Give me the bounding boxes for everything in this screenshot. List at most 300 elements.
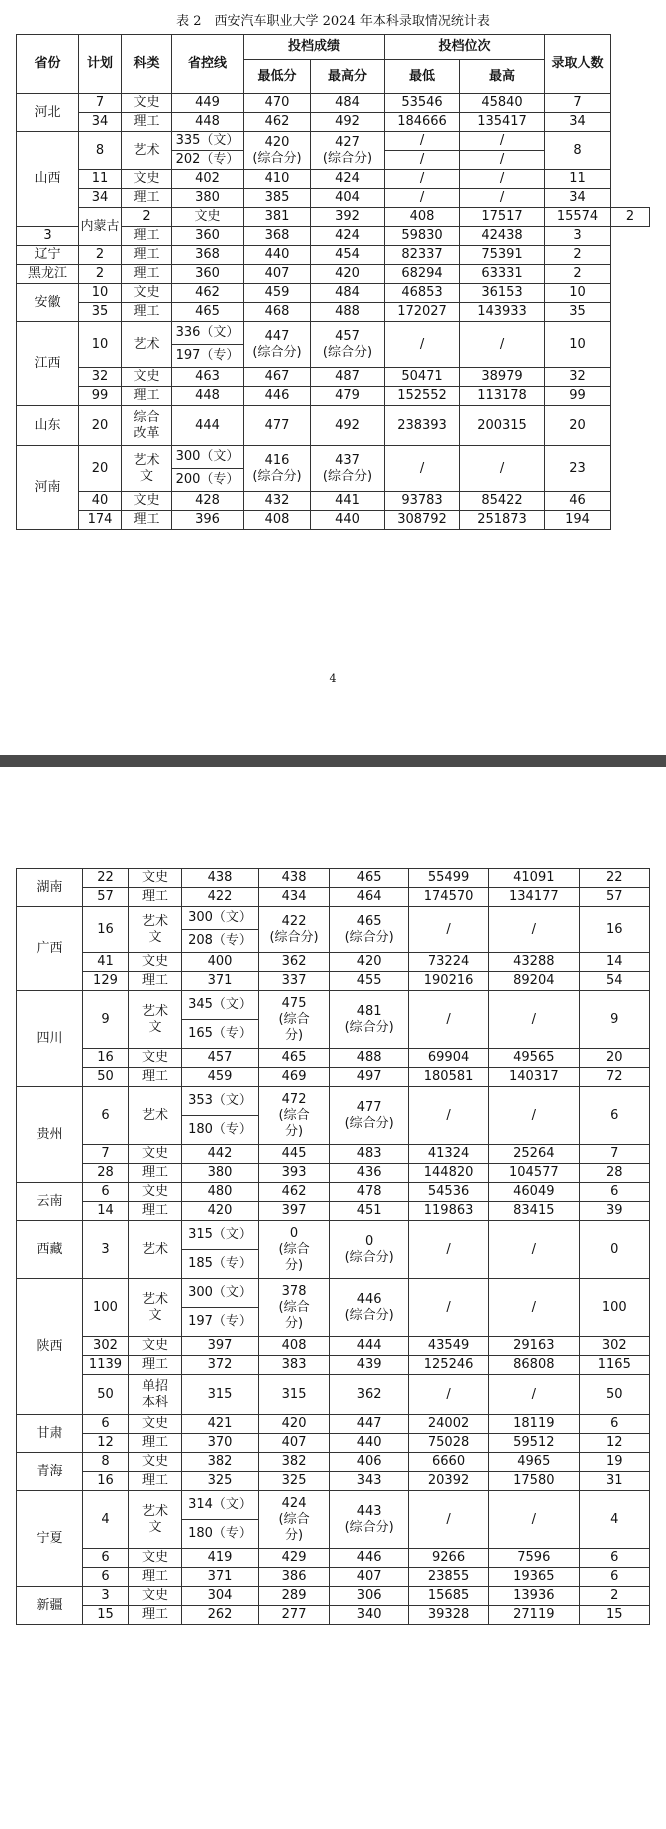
table-cell: 448 [172,387,244,406]
table-cell: 467 [244,368,311,387]
table-cell: 72 [579,1068,649,1087]
table-cell: 479 [311,387,385,406]
table-cell: 理工 [128,1434,181,1453]
table-row [17,1568,650,1587]
table-cell: 23 [545,446,611,492]
admission-table-part1 [16,34,650,530]
table-cell: 480 [182,1183,259,1202]
table-cell: 0 [579,1221,649,1279]
table-cell: 300（文） [172,446,244,469]
table-cell: 68294 [385,265,460,284]
table-cell: 14 [579,953,649,972]
table-cell: 54536 [409,1183,489,1202]
table-cell: / [409,1087,489,1145]
table-cell: 325 [182,1472,259,1491]
table-cell: 1139 [83,1356,129,1375]
table-cell: 0 (综合 分) [258,1221,329,1279]
table-cell: 6 [579,1183,649,1202]
table-cell: 理工 [128,1164,181,1183]
table-row [17,1356,650,1375]
table-cell: 0 (综合分) [330,1221,409,1279]
table-cell: 371 [182,972,259,991]
table-cell: 470 [244,94,311,113]
header-plan: 计划 [79,35,122,94]
table-cell: 429 [258,1549,329,1568]
table-cell: 302 [579,1337,649,1356]
table-row [17,869,650,888]
table-cell: 10 [545,284,611,303]
table-cell: 465 [172,303,244,322]
table-cell: 469 [258,1068,329,1087]
table-cell: / [409,907,489,953]
table-row [17,1221,650,1250]
table-cell: 314（文） [182,1491,259,1520]
table-cell: 4 [83,1491,129,1549]
table-cell: 462 [258,1183,329,1202]
table-cell: 艺术 [128,1087,181,1145]
table-row [17,1434,650,1453]
table-cell: 459 [244,284,311,303]
table-cell: 325 [258,1472,329,1491]
table-cell: 贵州 [17,1087,83,1183]
table-cell: 83415 [489,1202,580,1221]
table-cell: 75391 [460,246,545,265]
table-cell: 7 [579,1145,649,1164]
table-cell: 445 [258,1145,329,1164]
table-cell: 理工 [122,387,172,406]
table-cell: 22 [83,869,129,888]
table-cell: 理工 [128,1568,181,1587]
table-cell: 59512 [489,1434,580,1453]
table-cell: 432 [244,492,311,511]
table-cell: 理工 [122,246,172,265]
table-cell: 15685 [409,1587,489,1606]
table-cell: 459 [182,1068,259,1087]
table-cell: 306 [330,1587,409,1606]
table-cell: 文史 [128,1415,181,1434]
table-cell: 437 (综合分) [311,446,385,492]
table-cell: 393 [258,1164,329,1183]
table-cell: 7 [545,94,611,113]
table-cell: 251873 [460,511,545,530]
table-cell: 335（文） [172,132,244,151]
table-cell: 465 [258,1049,329,1068]
table-cell: 12 [579,1434,649,1453]
table-row [17,1491,650,1520]
table-cell: 11 [79,170,122,189]
table-cell: 444 [172,406,244,446]
table-cell: 454 [311,246,385,265]
table-cell: 372 [182,1356,259,1375]
table-cell: 336（文） [172,322,244,345]
table-cell: 2 [579,1587,649,1606]
table-cell: 368 [172,246,244,265]
table-cell: 194 [545,511,611,530]
table-cell: 综合 改革 [122,406,172,446]
table-cell: / [409,991,489,1049]
table-cell: 134177 [489,888,580,907]
table-cell: 315 [182,1375,259,1415]
table-cell: 17517 [460,208,545,227]
table-cell: 381 [244,208,311,227]
table-cell: 20392 [409,1472,489,1491]
table-cell: 451 [330,1202,409,1221]
table-cell: 53546 [385,94,460,113]
table-cell: 文史 [128,1549,181,1568]
table-cell: 302 [83,1337,129,1356]
table-cell: 497 [330,1068,409,1087]
table-cell: 492 [311,406,385,446]
table-cell: 文史 [128,1183,181,1202]
table-cell: 75028 [409,1434,489,1453]
table-cell: / [385,132,460,151]
table-cell: 34 [79,113,122,132]
table-cell: 24002 [409,1415,489,1434]
table-row [17,1472,650,1491]
table-cell: 462 [244,113,311,132]
table-cell: 艺术 [122,322,172,368]
table-cell: 15 [579,1606,649,1625]
table-cell: 文史 [122,284,172,303]
table-cell: 69904 [409,1049,489,1068]
table-cell: 新疆 [17,1587,83,1625]
table-cell: 382 [258,1453,329,1472]
table-cell: 35 [79,303,122,322]
table-cell: 113178 [460,387,545,406]
table-cell: 16 [83,907,129,953]
table-row [17,1087,650,1116]
table-cell: 443 (综合分) [330,1491,409,1549]
table-cell: 174570 [409,888,489,907]
table-cell: 86808 [489,1356,580,1375]
page-number: 4 [329,672,337,685]
table-cell: 6 [83,1415,129,1434]
table-cell: 22 [579,869,649,888]
table-cell: 439 [330,1356,409,1375]
table-cell: 7596 [489,1549,580,1568]
table-cell: 416 (综合分) [244,446,311,492]
table-cell: 6 [83,1087,129,1145]
table-cell: 427 (综合分) [311,132,385,170]
table-cell: 艺术 文 [128,907,181,953]
table-cell: 407 [258,1434,329,1453]
table-cell: 477 (综合分) [330,1087,409,1145]
table-cell: 478 [330,1183,409,1202]
table-row [17,132,650,151]
table-cell: 208（专） [182,930,259,953]
header-score-min: 最低分 [244,60,311,94]
table-cell: 文史 [122,492,172,511]
table-row [17,1068,650,1087]
table-cell: 文史 [122,94,172,113]
admission-table-part2 [16,868,650,1625]
header-rank-max: 最高 [460,60,545,94]
table-cell: 23855 [409,1568,489,1587]
table-cell: 289 [258,1587,329,1606]
table-cell: 408 [385,208,460,227]
table-cell: 3 [83,1587,129,1606]
table-cell: 438 [182,869,259,888]
table-cell: 462 [172,284,244,303]
table-row [17,1587,650,1606]
table-cell: / [489,1491,580,1549]
table-cell: 362 [258,953,329,972]
table-cell: 10 [79,284,122,303]
table-row [17,94,650,113]
table-cell: 378 (综合 分) [258,1279,329,1337]
table-cell: 477 [244,406,311,446]
table-cell: 50 [83,1068,129,1087]
table-cell: 文史 [172,208,244,227]
table-cell: 385 [244,189,311,208]
table-cell: / [460,132,545,151]
table-cell: 455 [330,972,409,991]
table-cell: 410 [244,170,311,189]
table-cell: 465 [330,869,409,888]
table-row [17,991,650,1020]
table-cell: 308792 [385,511,460,530]
table-cell: 10 [79,322,122,368]
table-cell: 12 [83,1434,129,1453]
table-cell: 343 [330,1472,409,1491]
table-cell: 文史 [128,869,181,888]
table-cell: 180（专） [182,1520,259,1549]
table-cell: / [489,1279,580,1337]
header-score-group: 投档成绩 [244,35,385,60]
table-cell: 13936 [489,1587,580,1606]
table-cell: 34 [545,113,611,132]
table-cell: 404 [311,189,385,208]
table-cell: 99 [79,387,122,406]
table-cell: 200315 [460,406,545,446]
table-cell: 艺术 文 [128,991,181,1049]
table-cell: / [460,322,545,368]
table-cell: 31 [579,1472,649,1491]
table-row [17,972,650,991]
table-cell: 487 [311,368,385,387]
table-cell: 文史 [122,368,172,387]
table-cell: 93783 [385,492,460,511]
table-cell: 119863 [409,1202,489,1221]
header-control-line: 省控线 [172,35,244,94]
table-cell: 422 (综合分) [258,907,329,953]
table-cell: 17580 [489,1472,580,1491]
table-cell: 2 [122,208,172,227]
table-cell: / [385,446,460,492]
table-cell: 20 [579,1049,649,1068]
table-cell: 420 [311,265,385,284]
table-row [17,265,650,284]
table-cell: 山西 [17,132,79,227]
table-cell: 360 [172,265,244,284]
table-cell: 85422 [460,492,545,511]
table-cell: 50 [579,1375,649,1415]
table-cell: 424 [311,170,385,189]
table-cell: 34 [545,189,611,208]
table-cell: / [460,151,545,170]
table-cell: 15 [83,1606,129,1625]
table-cell: 396 [172,511,244,530]
table-cell: 457 (综合分) [311,322,385,368]
table-cell: 32 [545,368,611,387]
table-cell: 185（专） [182,1250,259,1279]
header-rank-group: 投档位次 [385,35,545,60]
table-cell: 99 [545,387,611,406]
table-cell: 300（文） [182,907,259,930]
table-cell: 63331 [460,265,545,284]
table-cell: 440 [330,1434,409,1453]
header-admitted: 录取人数 [545,35,611,94]
table-cell: 428 [172,492,244,511]
table-cell: 174 [79,511,122,530]
table-cell: 383 [258,1356,329,1375]
table-cell: 理工 [122,227,172,246]
table-row [17,1549,650,1568]
table-cell: 25264 [489,1145,580,1164]
table-cell: 448 [172,113,244,132]
table-cell: 16 [83,1049,129,1068]
table-cell: 420 [258,1415,329,1434]
table-cell: 420 (综合分) [244,132,311,170]
table-cell: 180581 [409,1068,489,1087]
table-cell: 理工 [128,1472,181,1491]
table-cell: / [489,907,580,953]
table-cell: 446 [330,1549,409,1568]
table-cell: 89204 [489,972,580,991]
table-cell: 7 [79,94,122,113]
table-cell: 125246 [409,1356,489,1375]
table-cell: 370 [182,1434,259,1453]
table-cell: 397 [258,1202,329,1221]
table-cell: / [460,170,545,189]
table-cell: 441 [311,492,385,511]
table-cell: 安徽 [17,284,79,322]
table-cell: 449 [172,94,244,113]
table-cell: 197（专） [172,345,244,368]
table-cell: 54 [579,972,649,991]
table-cell: 82337 [385,246,460,265]
table-cell: 文史 [128,1337,181,1356]
table-cell: 3 [545,227,611,246]
table-cell: 184666 [385,113,460,132]
table-cell: / [385,151,460,170]
table-cell: 云南 [17,1183,83,1221]
table-cell: 55499 [409,869,489,888]
table-cell: 43549 [409,1337,489,1356]
table-row [17,1164,650,1183]
table-row [17,1415,650,1434]
table-cell: 8 [83,1453,129,1472]
table-cell: 理工 [128,972,181,991]
table-cell: 江西 [17,322,79,406]
table-cell: 四川 [17,991,83,1087]
table-cell: 28 [579,1164,649,1183]
table-cell: 465 (综合分) [330,907,409,953]
table-cell: 172027 [385,303,460,322]
table-row [17,1183,650,1202]
table-cell: 宁夏 [17,1491,83,1587]
table-cell: 407 [330,1568,409,1587]
table-row [17,303,650,322]
table-cell: 16 [579,907,649,953]
table-cell: 45840 [460,94,545,113]
table-cell: 457 [182,1049,259,1068]
table-cell: / [489,991,580,1049]
table-cell: 104577 [489,1164,580,1183]
table-cell: 73224 [409,953,489,972]
table-cell: 488 [330,1049,409,1068]
table-cell: 6 [579,1549,649,1568]
table-cell: 甘肃 [17,1415,83,1453]
table-cell: / [385,170,460,189]
table-cell: 129 [83,972,129,991]
table-cell: 艺术 [122,132,172,170]
table-cell: 463 [172,368,244,387]
table-row [17,322,650,345]
table-cell: 6 [579,1568,649,1587]
table-cell: 49565 [489,1049,580,1068]
table-cell: 西藏 [17,1221,83,1279]
table-cell: 408 [258,1337,329,1356]
table-cell: 7 [83,1145,129,1164]
table-cell: 文史 [128,1453,181,1472]
table-cell: 419 [182,1549,259,1568]
table-cell: 艺术 文 [128,1279,181,1337]
table-cell: 河北 [17,94,79,132]
table-cell: 理工 [128,1068,181,1087]
table-cell: 理工 [122,303,172,322]
table-cell: 46 [545,492,611,511]
table-cell: 238393 [385,406,460,446]
table-cell: 360 [172,227,244,246]
table-cell: 57 [579,888,649,907]
table-cell: 408 [244,511,311,530]
table-cell: 300（文） [182,1279,259,1308]
table-cell: 湖南 [17,869,83,907]
table-cell: 380 [172,189,244,208]
table-cell: 6 [83,1568,129,1587]
table-cell: 400 [182,953,259,972]
table-cell: 386 [258,1568,329,1587]
table-cell: 165（专） [182,1020,259,1049]
table-cell: 315 [258,1375,329,1415]
table-cell: 180（专） [182,1116,259,1145]
table-cell: / [489,1375,580,1415]
table-cell: 315（文） [182,1221,259,1250]
table-row [17,406,650,446]
table-cell: / [385,189,460,208]
table-cell: 440 [244,246,311,265]
table-cell: 144820 [409,1164,489,1183]
table-cell: 20 [79,406,122,446]
table-cell: 1165 [579,1356,649,1375]
table-row [17,113,650,132]
table-cell: 41324 [409,1145,489,1164]
table-cell: 理工 [128,1606,181,1625]
table-cell: 447 (综合分) [244,322,311,368]
table-cell: 2 [79,246,122,265]
table-row [17,284,650,303]
table-cell: 392 [311,208,385,227]
table-cell: 57 [83,888,129,907]
table-cell: 理工 [122,511,172,530]
header-subject: 科类 [122,35,172,94]
table-cell: 文史 [122,170,172,189]
table-cell: 10 [545,322,611,368]
table-cell: 362 [330,1375,409,1415]
table-cell: 艺术 文 [122,446,172,492]
table-caption: 表 2 西安汽车职业大学 2024 年本科录取情况统计表 [176,14,490,29]
